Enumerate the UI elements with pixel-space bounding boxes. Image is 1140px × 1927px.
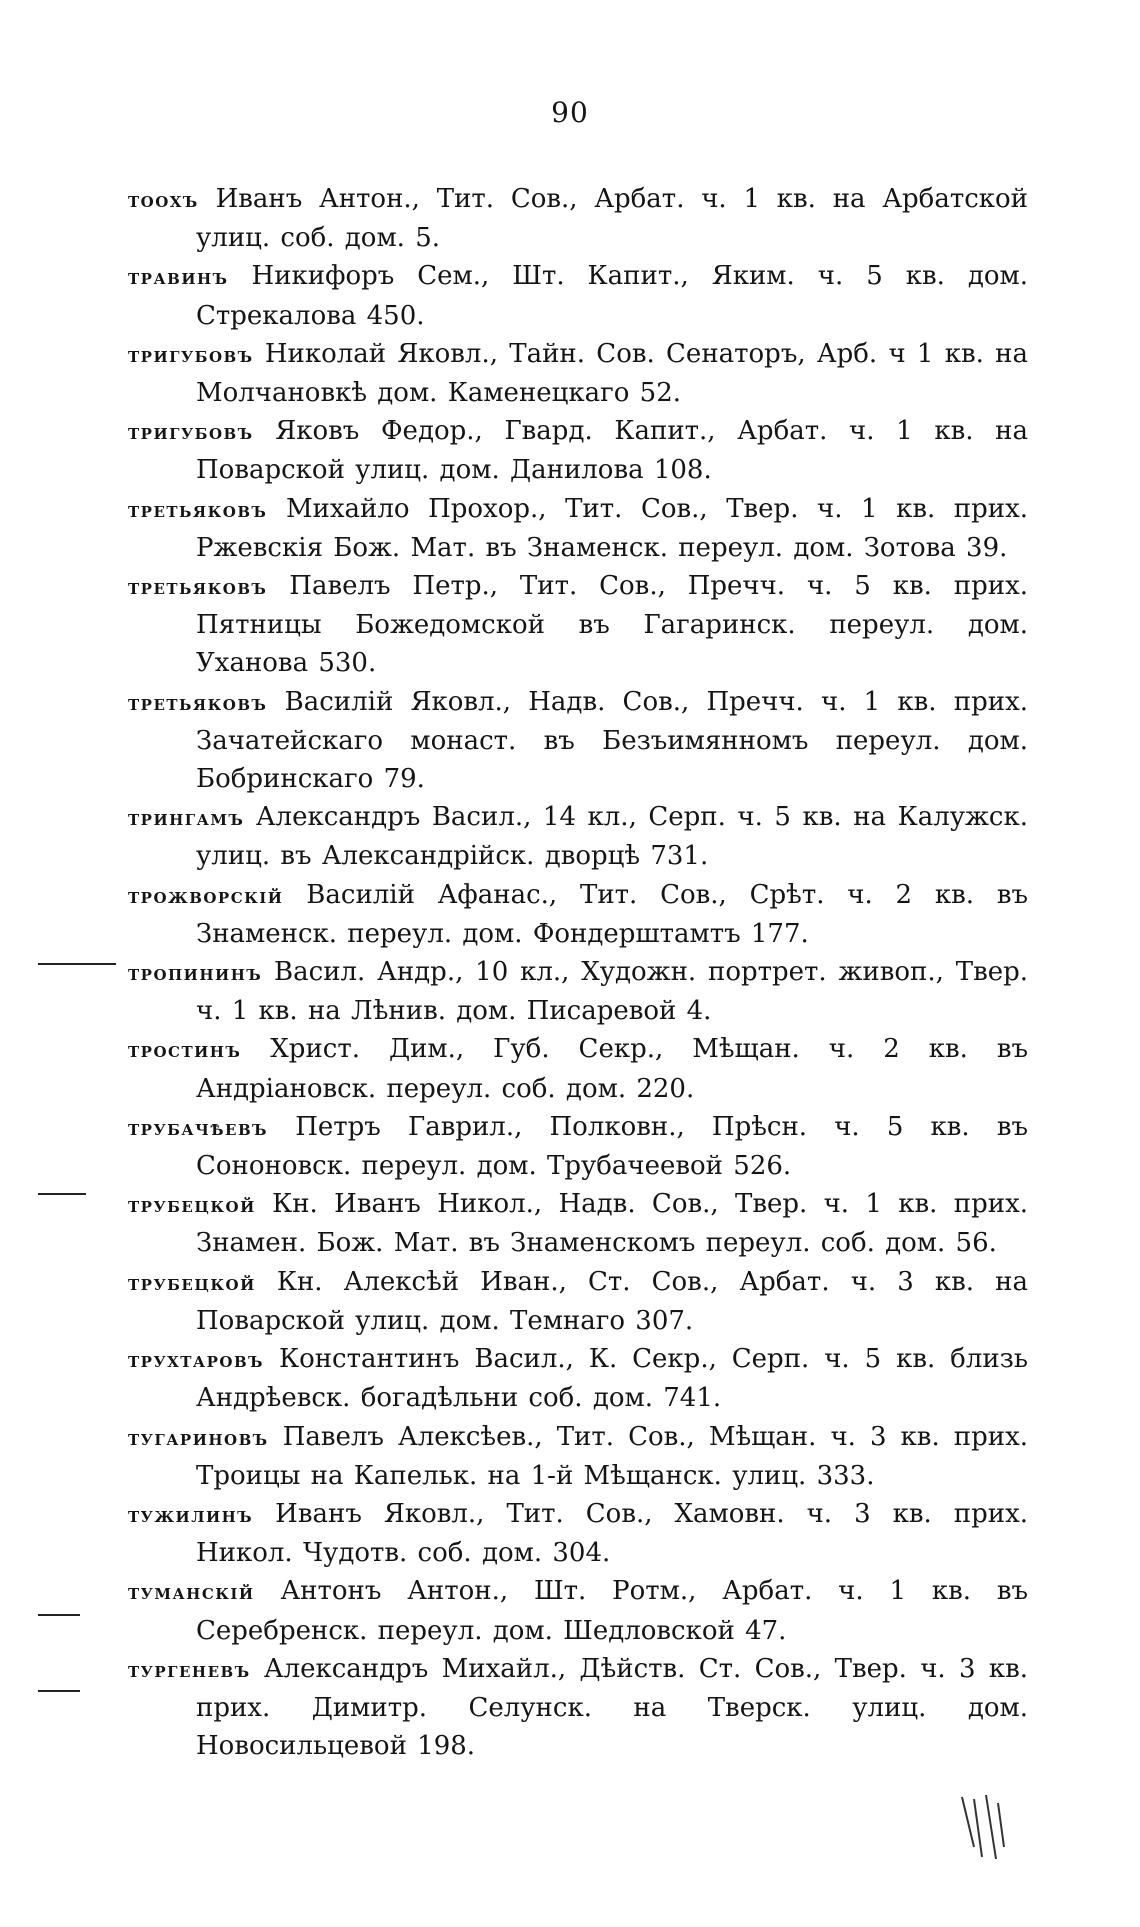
entry-details: Христ. Дим., Губ. Секр., Мѣщан. ч. 2 кв. въ Андріановск. переул. соб. дом. 220. — [196, 1034, 1029, 1104]
directory-entry — [128, 1418, 1028, 1495]
entry-details: Павелъ Петр., Тит. Сов., Пречч. ч. 5 кв. прих. Пятницы Божедомской въ Гагаринск. переул. дом. Уханова 530. — [196, 571, 1028, 679]
margin-mark — [38, 1690, 80, 1692]
directory-entry — [128, 1572, 1028, 1649]
margin-mark — [38, 963, 116, 965]
entry-surname: третьяковъ — [128, 689, 268, 716]
entry-surname: трожворскій — [128, 882, 284, 909]
entry-surname: тригубовъ — [128, 341, 254, 368]
entry-surname: тугариновъ — [128, 1424, 269, 1451]
directory-entry — [128, 1650, 1028, 1766]
entry-details: Александръ Михайл., Дѣйств. Ст. Сов., Твер. ч. 3 кв. прих. Димитр. Селунск. на Тверск. улиц. дом. Новосильцевой 198. — [196, 1653, 1029, 1762]
directory-entry — [128, 567, 1028, 683]
directory-entry — [128, 1495, 1028, 1572]
entry-surname: третьяковъ — [128, 496, 268, 523]
entry-details: Васил. Андр., 10 кл., Художн. портрет. живоп., Твер. ч. 1 кв. на Лѣнив. дом. Писаревой 4. — [196, 957, 1028, 1027]
entry-surname: тоохъ — [128, 187, 199, 213]
directory-entry — [128, 1108, 1028, 1185]
entry-details: Никифоръ Сем., Шт. Капит., Яким. ч. 5 кв. дом. Стрекалова 450. — [196, 261, 1028, 331]
directory-entry — [128, 876, 1028, 953]
entry-details: Кн. Алексѣй Иван., Ст. Сов., Арбат. ч. 3 кв. на Поварской улиц. дом. Темнаго 307. — [196, 1266, 1028, 1336]
entry-surname: тростинъ — [128, 1037, 242, 1064]
directory-entry — [128, 1263, 1028, 1340]
directory-entries — [128, 180, 1028, 1765]
page-number: 90 — [551, 96, 589, 129]
directory-entry — [128, 257, 1028, 334]
directory-entry — [128, 1185, 1028, 1262]
directory-entry — [128, 798, 1028, 875]
directory-entry — [128, 1030, 1028, 1107]
entry-details: Яковъ Федор., Гвард. Капит., Арбат. ч. 1 кв. на Поварской улиц. дом. Данилова 108. — [196, 416, 1028, 486]
entry-details: Александръ Васил., 14 кл., Серп. ч. 5 кв. на Калужск. улиц. въ Александрійск. дворцѣ 731. — [196, 802, 1028, 872]
entry-details: Иванъ Яковл., Тит. Сов., Хамовн. ч. 3 кв. прих. Никол. Чудотв. соб. дом. 304. — [196, 1498, 1029, 1569]
entry-details: Антонъ Антон., Шт. Ротм., Арбат. ч. 1 кв. въ Серебренск. переул. дом. Шедловской 47. — [196, 1576, 1029, 1646]
entry-details: Иванъ Антон., Тит. Сов., Арбат. ч. 1 кв. на Арбатской улиц. соб. дом. 5. — [196, 184, 1028, 254]
entry-surname: трубецкой — [128, 1192, 256, 1219]
entry-details: Кн. Иванъ Никол., Надв. Сов., Твер. ч. 1 кв. прих. Знамен. Бож. Мат. въ Знаменскомъ переул. соб. дом. 56. — [196, 1189, 1029, 1259]
entry-surname: тропининъ — [128, 960, 263, 987]
entry-surname: травинъ — [128, 264, 229, 291]
entry-surname: туманскій — [128, 1579, 255, 1606]
entry-surname: тригубовъ — [128, 419, 254, 446]
entry-details: Павелъ Алексѣев., Тит. Сов., Мѣщан. ч. 3 кв. прих. Троицы на Капельк. на 1-й Мѣщанск. улиц. 333. — [196, 1421, 1028, 1491]
directory-entry — [128, 412, 1028, 489]
directory-entry — [128, 180, 1028, 257]
pencil-scribble-icon — [952, 1787, 1012, 1867]
directory-entry — [128, 1340, 1028, 1417]
margin-mark — [38, 1193, 86, 1195]
entry-surname: трубецкой — [128, 1269, 256, 1296]
entry-surname: трубачѣевъ — [128, 1114, 269, 1141]
entry-details: Михайло Прохор., Тит. Сов., Твер. ч. 1 кв. прих. Ржевскія Бож. Мат. въ Знаменск. переул. дом. Зотова 39. — [196, 493, 1028, 563]
entry-surname: трингамъ — [128, 805, 245, 832]
directory-entry — [128, 683, 1028, 799]
entry-details: Петръ Гаврил., Полковн., Прѣсн. ч. 5 кв. въ Сононовск. переул. дом. Трубачеевой 526. — [196, 1111, 1029, 1182]
margin-mark — [38, 1614, 80, 1616]
directory-entry — [128, 953, 1028, 1030]
directory-entry — [128, 335, 1028, 412]
entry-surname: тургеневъ — [128, 1656, 251, 1683]
entry-details: Василій Афанас., Тит. Сов., Срѣт. ч. 2 кв. въ Знаменск. переул. дом. Фондерштамтъ 177. — [196, 879, 1028, 949]
entry-details: Константинъ Васил., К. Секр., Серп. ч. 5 кв. близь Андрѣевск. богадѣльни соб. дом. 741. — [196, 1344, 1029, 1414]
entry-surname: трухтаровъ — [128, 1347, 265, 1374]
entry-surname: третьяковъ — [128, 574, 268, 601]
entry-details: Василій Яковл., Надв. Сов., Пречч. ч. 1 кв. прих. Зачатейскаго монаст. въ Безъимянномъ переул. дом. Бобринскаго 79. — [196, 686, 1029, 795]
entry-surname: тужилинъ — [128, 1501, 254, 1528]
entry-details: Николай Яковл., Тайн. Сов. Сенаторъ, Арб. ч 1 кв. на Молчановкѣ дом. Каменецкаго 52. — [196, 338, 1029, 409]
directory-entry — [128, 490, 1028, 567]
